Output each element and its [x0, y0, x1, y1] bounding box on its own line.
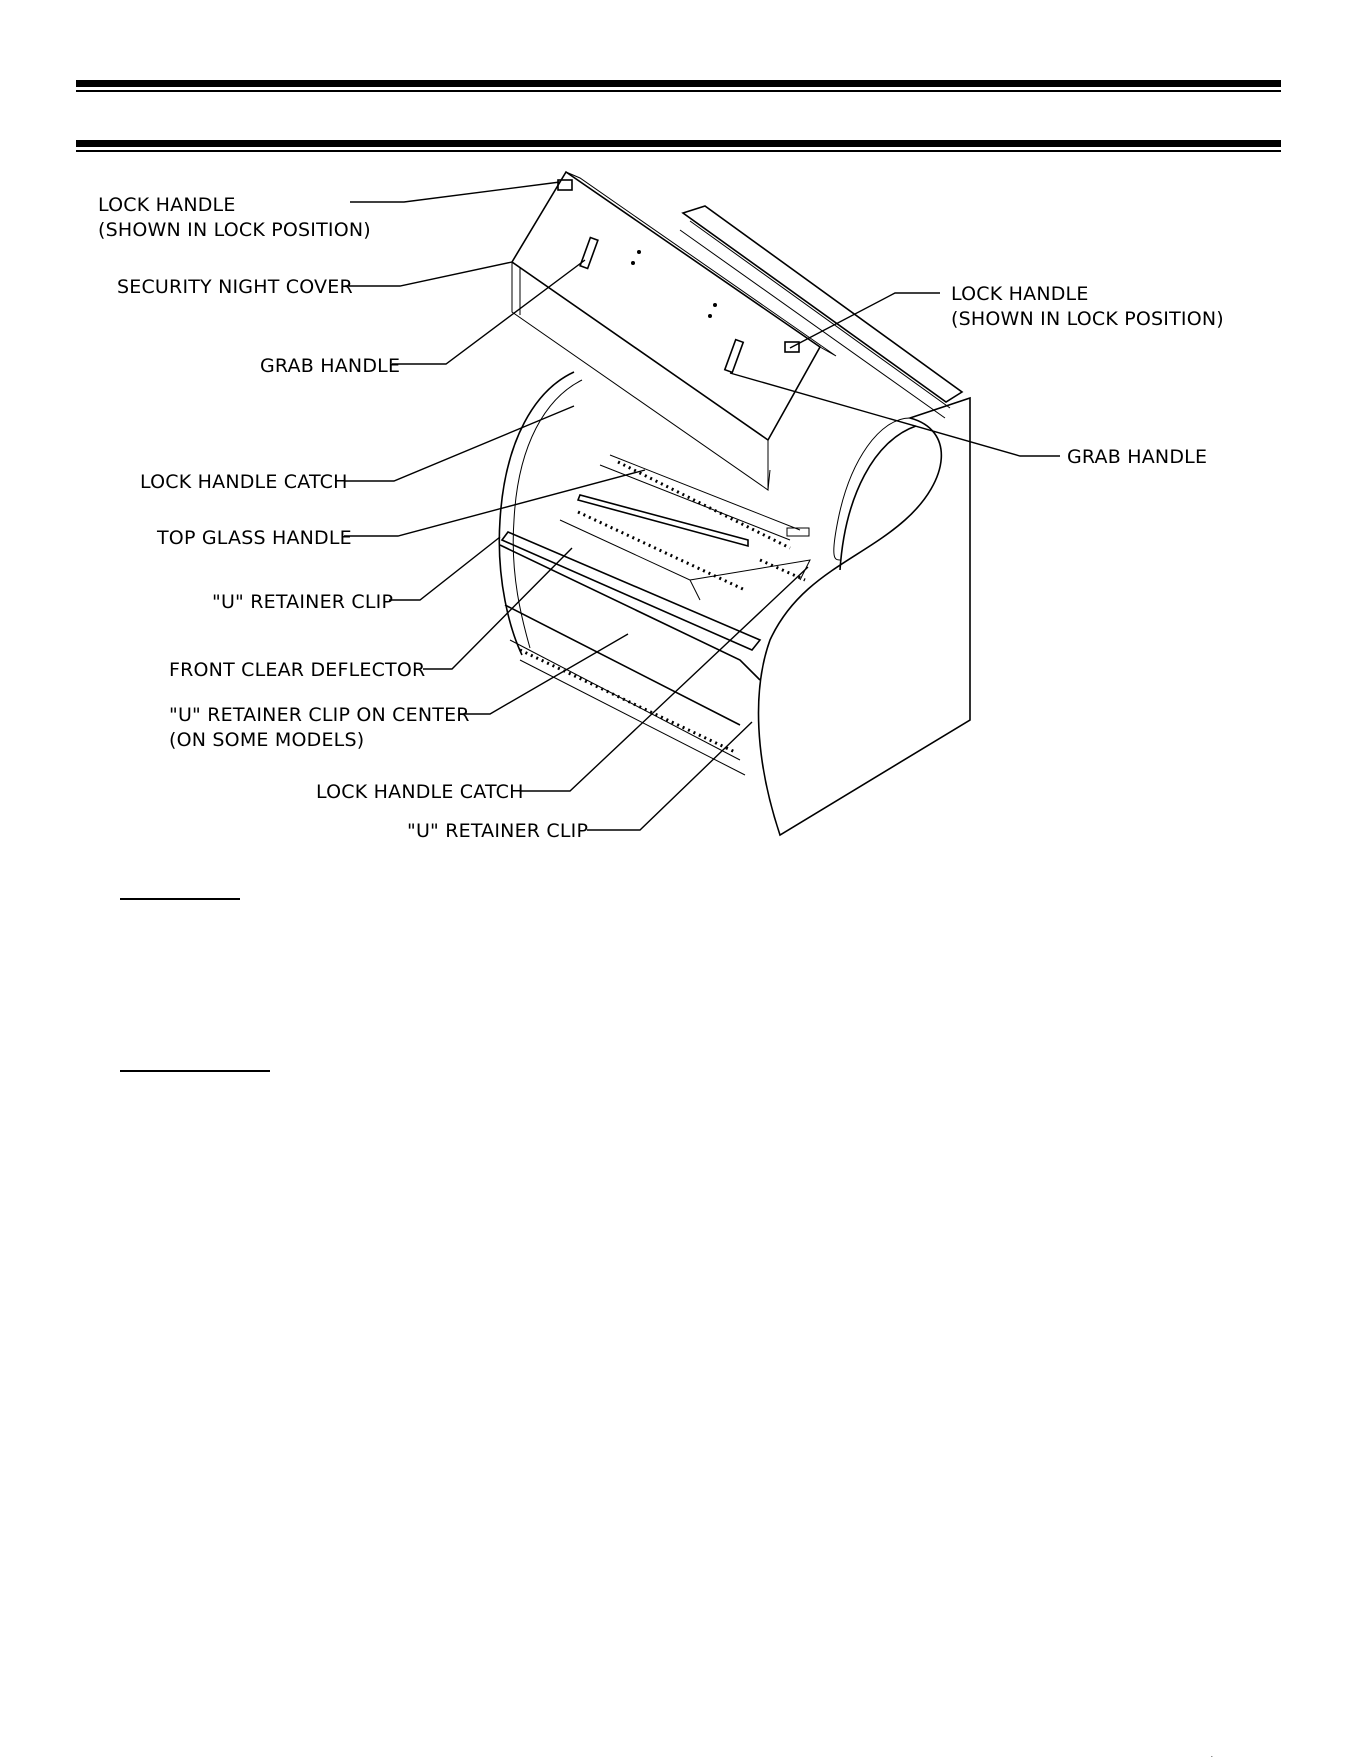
label-grab-handle-right: GRAB HANDLE: [1067, 446, 1208, 468]
mount-dot-4: [708, 314, 712, 318]
label-lock-handle-right-note: (SHOWN IN LOCK POSITION): [951, 308, 1224, 330]
night-cover-panel: [512, 172, 820, 440]
left-end-panel-inner: [513, 380, 582, 648]
label-lock-handle-left: LOCK HANDLE: [98, 194, 236, 216]
middle-shelf-edge: [560, 520, 810, 600]
leader-lock-catch-lower: [520, 567, 808, 791]
grab-handle-right-shape: [725, 340, 743, 373]
mount-dot-2: [631, 261, 635, 265]
label-lock-handle-left-note: (SHOWN IN LOCK POSITION): [98, 219, 371, 241]
section-heading-underline-2: [120, 1070, 270, 1072]
callout-labels: [98, 194, 1224, 842]
leader-lock-handle-left: [350, 182, 560, 202]
leader-u-clip-upper: [389, 537, 500, 600]
leader-night-cover: [345, 262, 512, 286]
leader-top-glass-handle: [344, 470, 645, 536]
label-lock-handle-catch-lower: LOCK HANDLE CATCH: [316, 781, 524, 803]
label-front-clear-deflector: FRONT CLEAR DEFLECTOR: [169, 659, 426, 681]
night-cover-fold: [512, 262, 770, 490]
section-heading-underline-1: [120, 898, 240, 900]
right-end-panel: [759, 398, 970, 835]
leader-grab-handle-right: [730, 373, 1060, 456]
mount-dot-3: [713, 303, 717, 307]
label-lock-handle-right: LOCK HANDLE: [951, 283, 1089, 305]
leader-lock-catch-upper: [344, 406, 574, 481]
right-end-curve: [834, 418, 910, 560]
middle-shelf: [502, 532, 760, 650]
display-case-diagram: [0, 0, 1361, 860]
leader-front-deflector: [423, 548, 572, 669]
upper-shelf: [578, 495, 748, 546]
label-grab-handle-left: GRAB HANDLE: [260, 355, 401, 377]
label-u-retainer-clip-lower: "U" RETAINER CLIP: [407, 820, 589, 842]
mount-dot-1: [637, 250, 641, 254]
leader-grab-handle-left: [392, 260, 585, 364]
clip-strip-upper: [618, 462, 790, 548]
left-end-panel: [499, 372, 574, 655]
rear-rail: [683, 206, 962, 402]
clip-strip-middle: [578, 512, 745, 590]
label-security-night-cover: SECURITY NIGHT COVER: [117, 276, 353, 298]
page-mark: .: [1210, 1750, 1213, 1759]
rear-rail-inner: [680, 221, 950, 418]
right-end-opening: [840, 426, 916, 570]
label-top-glass-handle: TOP GLASS HANDLE: [157, 527, 352, 549]
label-u-retainer-clip-center-note: (ON SOME MODELS): [169, 729, 365, 751]
grab-handle-left-shape: [580, 238, 598, 269]
label-u-retainer-clip-center: "U" RETAINER CLIP ON CENTER: [169, 704, 470, 726]
label-u-retainer-clip-upper: "U" RETAINER CLIP: [212, 591, 394, 613]
leader-lines: [344, 182, 1060, 830]
label-lock-handle-catch-upper: LOCK HANDLE CATCH: [140, 471, 348, 493]
leader-u-clip-lower: [587, 722, 752, 830]
front-deflector: [500, 545, 760, 725]
